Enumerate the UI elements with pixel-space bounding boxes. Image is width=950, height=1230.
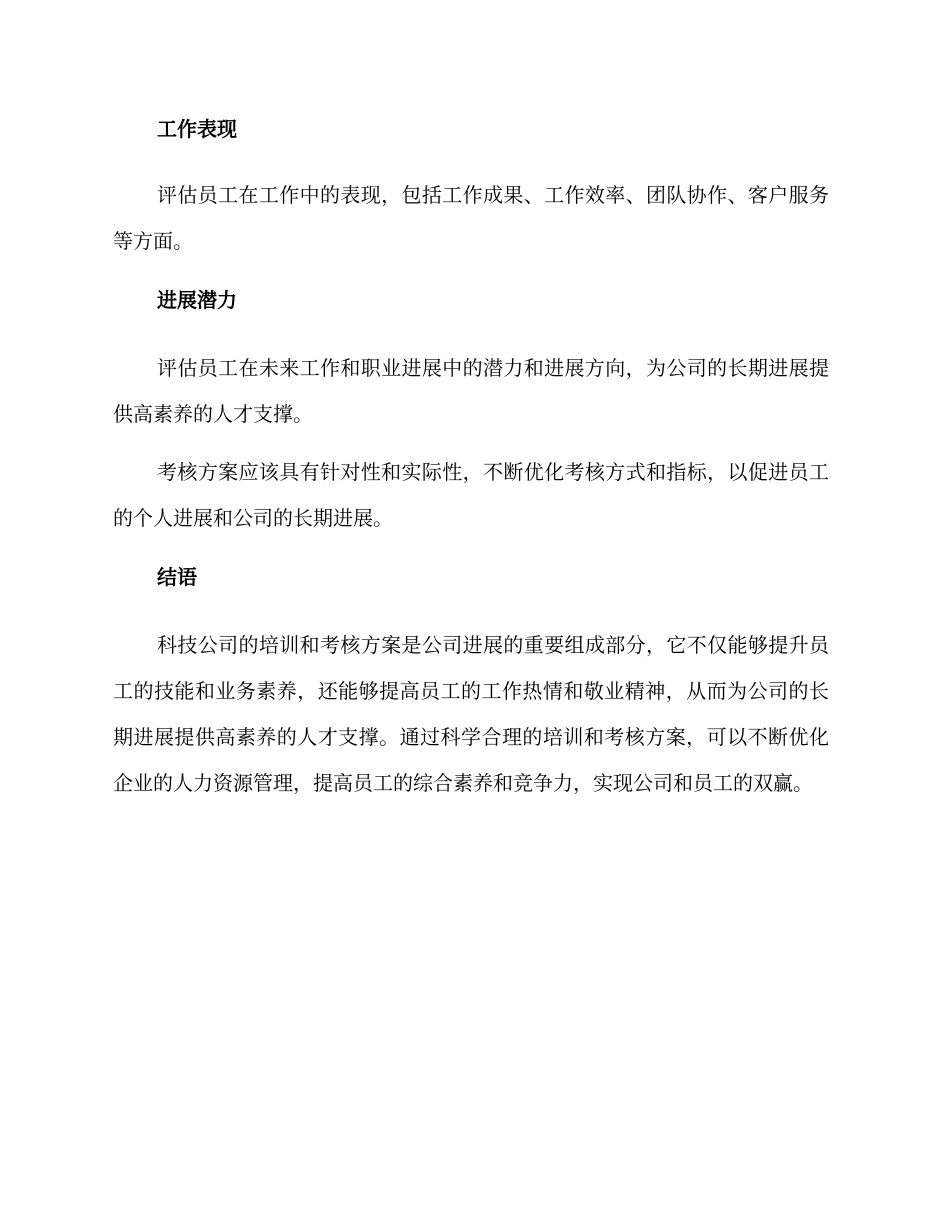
paragraph-work-performance: 评估员工在工作中的表现，包括工作成果、工作效率、团队协作、客户服务等方面。 — [113, 183, 829, 253]
paragraph-assessment-plan: 考核方案应该具有针对性和实际性，不断优化考核方式和指标，以促进员工的个人进展和公司的长期进展。 — [113, 460, 829, 530]
document-page — [113, 113, 829, 806]
section-heading-development-potential: 进展潜力 — [157, 288, 237, 312]
section-heading-conclusion: 结语 — [157, 565, 197, 589]
paragraph-development-potential: 评估员工在未来工作和职业进展中的潜力和进展方向，为公司的长期进展提供高素养的人才支撑。 — [113, 356, 829, 426]
section-heading-work-performance: 工作表现 — [157, 117, 237, 141]
paragraph-conclusion: 科技公司的培训和考核方案是公司进展的重要组成部分，它不仅能够提升员工的技能和业务素养，还能够提高员工的工作热情和敬业精神，从而为公司的长期进展提供高素养的人才支撑。通过科学合理的培训和考核方案，可以不断优化企业的人力资源管理，提高员工的综合素养和竞争力，实现公司和员工的双赢。 — [113, 633, 829, 795]
